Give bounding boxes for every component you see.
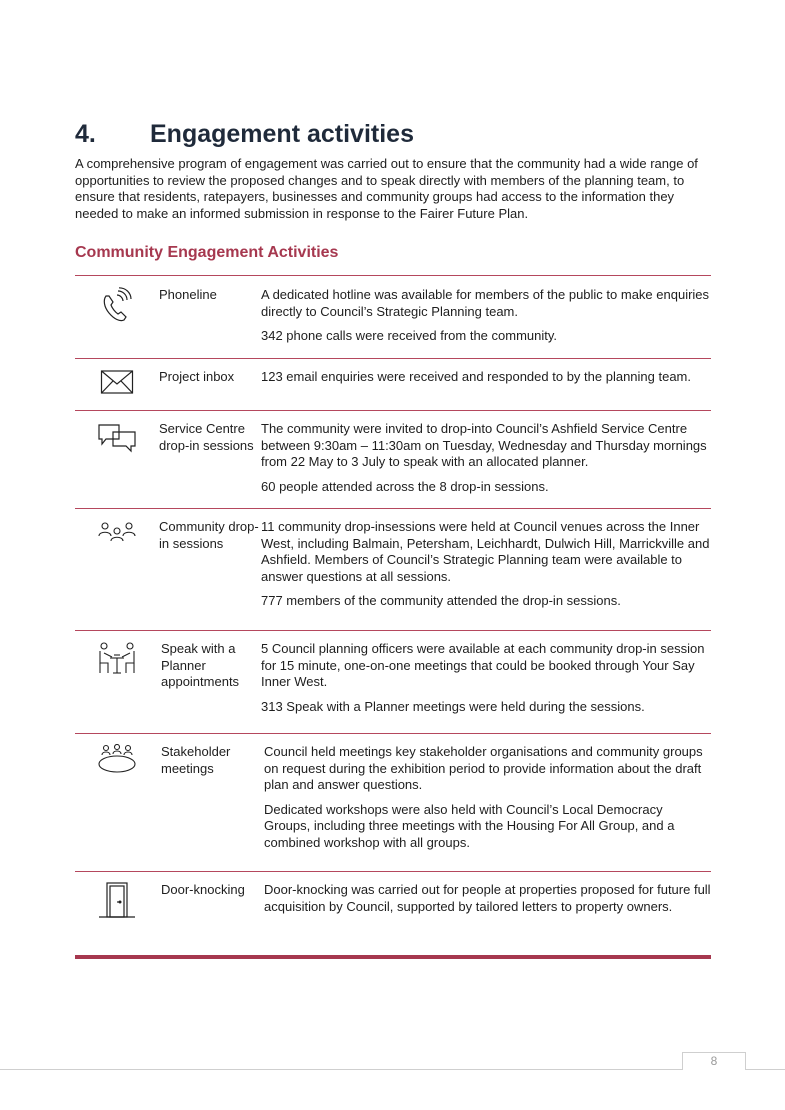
activity-description (261, 744, 711, 851)
activity-row-door-knocking (75, 872, 711, 959)
activity-description (261, 287, 711, 345)
activities-heading: Community Engagement Activities (75, 244, 339, 261)
activity-description (261, 519, 711, 610)
activity-label: Speak with a Planner appointments (161, 641, 240, 689)
activity-row-community-drop-in (75, 509, 711, 631)
activity-paragraph: Door-knocking was carried out for people at properties proposed for future full acquisition by Council, supported by tailored letters to property owners. (264, 882, 711, 914)
activity-paragraph: The community were invited to drop-into Council’s Ashfield Service Centre between 9:30am – 11:30am on Tuesday, Wednesday and Thursday mornings from 22 May to 3 July to speak with an allocated planner. (261, 421, 707, 469)
activity-paragraph: 777 members of the community attended the drop-in sessions. (261, 593, 621, 608)
people-group-icon (75, 519, 159, 545)
activity-label: Stakeholder meetings (161, 744, 231, 776)
activity-row-service-centre (75, 411, 711, 509)
activity-description (261, 882, 711, 915)
activity-label: Phoneline (159, 287, 217, 302)
activity-label: Project inbox (159, 369, 235, 384)
activity-paragraph: 313 Speak with a Planner meetings were held during the sessions. (261, 698, 645, 714)
activity-paragraph: 342 phone calls were received from the community. (261, 328, 558, 343)
page-number: 8 (682, 1052, 746, 1070)
activity-paragraph: Dedicated workshops were also held with Council’s Local Democracy Groups, including three meetings with the Housing For All Group, and a combined workshop with all groups. (264, 801, 675, 850)
activity-description (261, 421, 711, 495)
activity-label: Community drop-in sessions (159, 519, 259, 551)
activity-paragraph: 60 people attended across the 8 drop-in sessions. (261, 478, 549, 494)
door-icon (75, 882, 159, 920)
round-table-icon (75, 744, 159, 776)
activity-row-phoneline (75, 276, 711, 359)
activity-paragraph: 11 community drop-insessions were held at Council venues across the Inner West, including Balmain, Petersham, Leichhardt, Dulwich Hill, Marrickville and Ashfield. Members of Council’s Strategic Planning team were available to answer questions at all sessions. (261, 519, 710, 584)
activity-description (261, 641, 711, 715)
activity-description (261, 369, 711, 386)
activity-row-project-inbox (75, 359, 711, 411)
phone-icon (75, 287, 159, 323)
section-number: 4. (75, 120, 96, 148)
activity-label: Door-knocking (161, 882, 245, 897)
chat-bubbles-icon (75, 421, 159, 455)
activity-paragraph: 5 Council planning officers were available at each community drop-in session for 15 minute, one-on-one meetings that could be booked through Your Say Inner West. (261, 641, 705, 689)
meeting-table-icon (75, 641, 159, 675)
activity-paragraph: A dedicated hotline was available for members of the public to make enquiries directly to Council’s Strategic Planning team. (261, 287, 710, 319)
activity-paragraph: 123 email enquiries were received and responded to by the planning team. (261, 369, 691, 384)
activity-paragraph: Council held meetings key stakeholder organisations and community groups on request during the exhibition period to provide information about the draft plan and answer questions. (264, 744, 703, 792)
activities-table (75, 275, 711, 959)
section-heading (75, 120, 414, 149)
activity-row-stakeholder-meetings (75, 734, 711, 872)
footer-divider (0, 1069, 785, 1070)
section-title: Engagement activities (150, 120, 414, 148)
activity-label: Service Centre drop-in sessions (159, 421, 254, 453)
envelope-icon (75, 369, 159, 395)
intro-paragraph: A comprehensive program of engagement was carried out to ensure that the community had a wide range of opportunities to review the proposed changes and to speak directly with members of the planning team, to ensure that residents, ratepayers, businesses and community groups had access to the information they needed to make an informed submission in response to the Fairer Future Plan. (75, 156, 698, 221)
activity-row-speak-with-planner (75, 631, 711, 734)
